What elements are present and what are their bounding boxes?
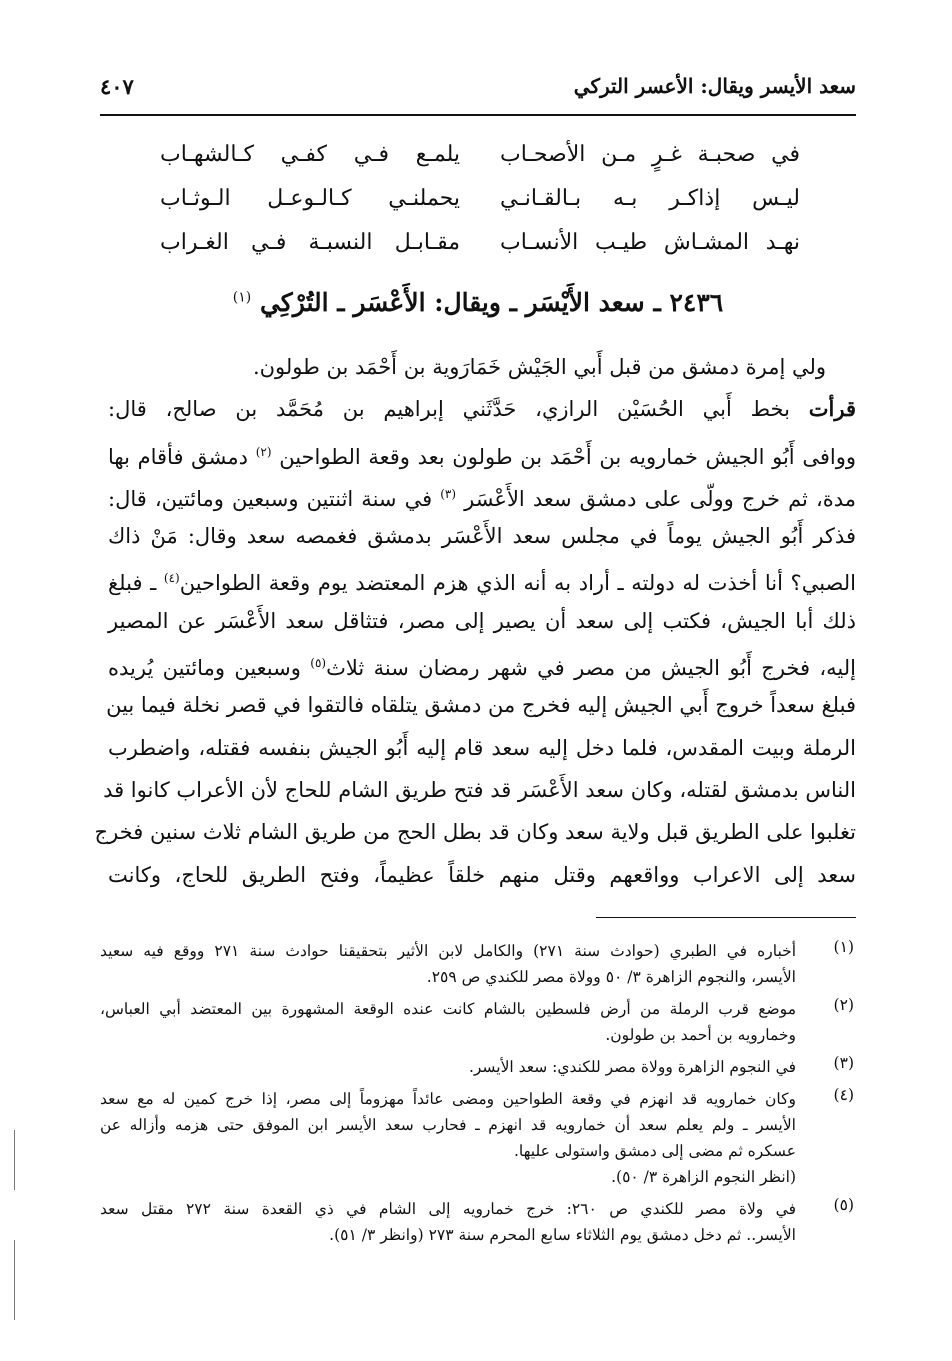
body-line <box>108 431 856 473</box>
footnote <box>100 1196 856 1248</box>
verse-second-hemistich: مقـابـل النسبـة فـي الغـراب <box>160 230 460 255</box>
footnote-number: (٢) <box>833 996 854 1014</box>
page-number: ٤٠٧ <box>100 74 134 99</box>
header-rule <box>100 114 856 116</box>
footnote-line: الأيسر.. ثم دخل دمشق يوم الثلاثاء سابع المحرم سنة ٢٧٣ (وانظر ٣/ ٥١). <box>329 1226 796 1244</box>
footnote <box>100 1086 856 1190</box>
verse-first-hemistich: نهـد المشـاش طيـب الأنسـاب <box>500 230 800 255</box>
scan-edge-mark <box>14 1130 15 1190</box>
body-line <box>108 642 856 684</box>
poem-verse <box>160 230 800 274</box>
verse-second-hemistich: يحملنـي كـالـوعـل الـوثـاب <box>160 186 460 211</box>
footnote <box>100 1054 856 1080</box>
footnote <box>100 996 856 1048</box>
entry-heading-text: ٢٤٣٦ ـ سعد الأَيْسَر ـ ويقال: الأَعْسَر ـ التُرْكِي <box>259 288 724 317</box>
body-line <box>108 388 856 430</box>
footnote-line: موضع قرب الرملة من أرض فلسطين بالشام كانت عنده الوقعة المشهورة بين المعتضد أبي العباس، <box>100 1000 796 1018</box>
body-line: الرملة وبيت المقدس، فلما دخل إليه سعد قام إليه أَبُو الجيش بنفسه فقتله، واضطرب <box>108 735 856 760</box>
footnote-line: عسكره ثم مضى إلى دمشق واستولى عليها. <box>513 1142 796 1160</box>
scan-edge-mark <box>14 1240 15 1320</box>
body-line: تغلبوا على الطريق قبل ولاية سعد وكان قد بطل الحج من طريق الشام ثلاث سنين فخرج <box>94 820 856 845</box>
footnotes <box>100 938 856 1254</box>
footnote-line: في النجوم الزاهرة وولاة مصر للكندي: سعد الأيسر. <box>468 1058 796 1076</box>
footnote-number: (٤) <box>833 1086 854 1104</box>
body-line <box>108 557 856 599</box>
footnote-rule <box>596 917 856 918</box>
body-line <box>108 473 856 515</box>
verse-first-hemistich: في صحبـة غـرٍ مـن الأصحـاب <box>500 142 800 167</box>
body-line-text: دمشق فأقام بها <box>108 444 249 469</box>
body-line-text: ـ فبلغ <box>108 571 157 596</box>
body-line: فذكر أَبُو الجيش يوماً في مجلس سعد الأَعْسَر بدمشق فغمصه سعد وقال: مَنْ ذاك <box>108 524 856 549</box>
body-line-text: بخط أَبي الحُسَيْن الرازي، حَدَّثَني إبراهيم بن مُحَمَّد بن صالح، قال: <box>108 397 790 422</box>
body-text <box>94 346 857 896</box>
poem-verse <box>160 142 800 186</box>
footnote-number: (٥) <box>833 1196 854 1214</box>
entry-heading <box>100 288 856 317</box>
running-head-title: سعد الأيسر ويقال: الأعسر التركي <box>573 74 856 98</box>
verse-second-hemistich: يلمـع فـي كفـي كـالشهـاب <box>160 142 460 167</box>
footnote-line: في ولاة مصر للكندي ص ٢٦٠: خرج خمارويه إلى الشام في ذي القعدة سنة ٢٧٢ مقتل سعد <box>100 1200 796 1218</box>
body-line: الناس بدمشق لقتله، وكان سعد الأَعْسَر قد فتح طريق الشام للحاج لأن الأعراب كانوا قد <box>103 777 856 802</box>
footnote-mark: (١) <box>232 289 252 306</box>
footnote-line: الأيسر، والنجوم الزاهرة ٣/ ٥٠ وولاة مصر للكندي ص ٢٥٩. <box>426 968 796 986</box>
footnote-line: أخباره في الطبري (حوادث سنة ٢٧١) والكامل لابن الأثير بتحقيقنا حوادث سنة ٢٧١ ووقع فيه سعيد <box>100 942 797 960</box>
poem <box>160 142 800 274</box>
body-line: ذلك أبا الجيش، فكتب إلى سعد أن يصير إلى مصر، فتثاقل سعد الأَعْسَر عن المصير <box>108 608 856 633</box>
footnote <box>100 938 856 990</box>
verse-first-hemistich: ليـس إذاكـر بـه بـالقـانـي <box>500 186 800 211</box>
body-line-text: في سنة اثنتين وسبعين ومائتين، قال: <box>108 486 433 511</box>
body-line-text: مدة، ثم خرج وولّى على دمشق سعد الأَعْسَر <box>464 486 857 511</box>
body-line-text: وسبعين ومائتين يُريده <box>108 656 301 681</box>
footnote-mark: (٣) <box>440 486 457 501</box>
footnote-mark: (٤) <box>163 571 180 586</box>
body-line-text: ووافى أَبُو الجيش خمارويه بن أَحْمَد بن طولون بعد وقعة الطواحين <box>279 444 856 469</box>
body-line: سعد إلى الاعراب وواقعهم وقتل منهم خلقاً عظيماً، وفتح الطريق للحاج، وكانت <box>108 862 856 887</box>
footnote-line: الأيسر ـ ولم يعلم سعد أن خمارويه قد انهزم ـ فحارب سعد الأيسر ابن الموفق حتى هزمه وأزاله عن <box>100 1116 796 1134</box>
poem-verse <box>160 186 800 230</box>
running-head <box>100 74 856 108</box>
footnote-line: وخمارويه بن أحمد بن طولون. <box>605 1026 796 1044</box>
body-line-text: الصبي؟ أنا أخذت له دولته ـ أراد به أنه الذي هزم المعتضد يوم وقعة الطواحين <box>179 571 856 596</box>
body-line: ولي إمرة دمشق من قبل أَبي الجَيْش خَمَارَوية بن أَحْمَد بن طولون. <box>252 355 826 379</box>
bold-word: قرأت <box>808 396 856 422</box>
footnote-number: (١) <box>833 938 854 956</box>
footnote-mark: (٢) <box>255 444 272 459</box>
footnote-line: (انظر النجوم الزاهرة ٣/ ٥٠). <box>611 1168 796 1186</box>
body-line: فبلغ سعداً خروج أَبي الجيش إليه فخرج من دمشق يتلقاه فالتقوا في قصر نخلة فيما بين <box>106 693 856 718</box>
footnote-number: (٣) <box>833 1054 854 1072</box>
body-line-text: إليه، فخرج أَبُو الجيش من مصر في شهر رمضان سنة ثلاث <box>326 656 856 681</box>
footnote-line: وكان خمارويه قد انهزم في وقعة الطواحين ومضى عائداً مهزوماً إلى مصر، إذا خرج كمين له مع سعد <box>100 1090 796 1108</box>
footnote-mark: (٥) <box>310 656 327 671</box>
